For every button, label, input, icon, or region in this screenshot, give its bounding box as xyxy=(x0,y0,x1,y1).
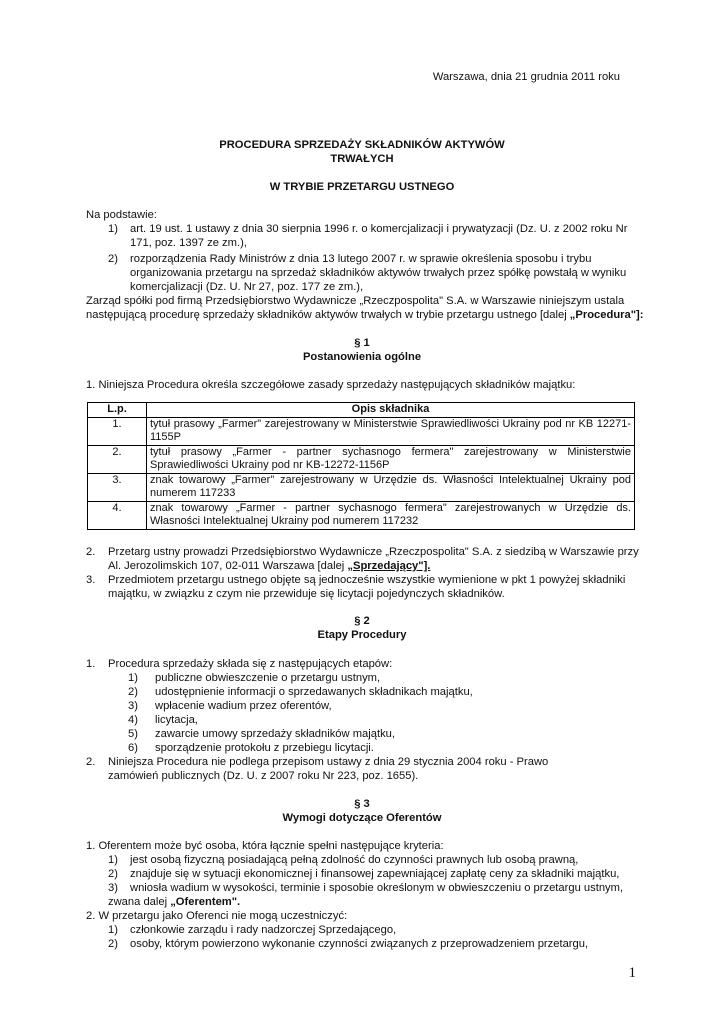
criterion-number: 1) xyxy=(108,854,118,866)
table-cell-opis: znak towarowy „Farmer" zarejestrowany w Urzędzie ds. Własności Intelektualnej Ukrainy pod numerem 117233 xyxy=(147,473,635,501)
section-1-heading: Postanowienia ogólne xyxy=(302,351,422,363)
basis-item-2-line-1: rozporządzenia Rady Ministrów z dnia 13 lutego 2007 r. w sprawie określenia sposobu i trybu xyxy=(130,253,592,265)
basis-item-2-line-3: komercjalizacji (Dz. U. Nr 27, poz. 177 ze zm.), xyxy=(130,281,364,293)
basis-item-1-line-1: art. 19 ust. 1 ustawy z dnia 30 sierpnia 1996 r. o komercjalizacji i prywatyzacji (Dz. U. z 2002 roku Nr xyxy=(130,223,628,235)
criterion-number: 2) xyxy=(108,868,118,880)
column-header-lp: L.p. xyxy=(88,403,147,418)
section-1-p2-number: 2. xyxy=(86,546,96,558)
section-1-p2-line-2 xyxy=(108,559,430,573)
stage-text: sporządzenie protokołu z przebiegu licytacji. xyxy=(155,742,374,754)
document-title-line2: TRWAŁYCH xyxy=(330,153,394,165)
table-cell-lp: 3. xyxy=(88,473,147,501)
section-1-sign: § 1 xyxy=(354,337,370,349)
table-cell-lp: 4. xyxy=(88,501,147,529)
table-cell-opis: tytuł prasowy „Farmer - partner sychasnogo fermera" zarejestrowany w Ministerstwie Sprawiedliwości Ukrainy pod nr KB-12272-1156P xyxy=(147,445,635,473)
sprzedajacy-definition: „Sprzedający"]. xyxy=(347,560,431,572)
criterion-text: wniosła wadium w wysokości, terminie i sposobie określonym w obwieszczeniu o przetargu ustnym, xyxy=(130,882,624,894)
basis-item-1-line-2: 171, poz. 1397 ze zm.), xyxy=(130,237,247,249)
section-1-paragraph-1: 1. Niniejsza Procedura określa szczegółowe zasady sprzedaży następujących składników majątku: xyxy=(86,379,576,391)
excluded-number: 2) xyxy=(108,938,118,950)
section-1-p3-line-1: Przedmiotem przetargu ustnego objęte są jednocześnie wszystkie wymienione w pkt 1 powyżej składniki xyxy=(108,574,626,586)
excluded-text: osoby, którym powierzono wykonanie czynności związanych z przeprowadzeniem przetargu, xyxy=(130,938,589,950)
section-2-p2-line-1: Niniejsza Procedura nie podlega przepisom ustawy z dnia 29 stycznia 2004 roku - Prawo xyxy=(108,756,549,768)
stage-text: udostępnienie informacji o sprzedawanych składnikach majątku, xyxy=(155,686,473,698)
section-1-p2-line-1: Przetarg ustny prowadzi Przedsiębiorstwo Wydawnicze „Rzeczpospolita" S.A. z siedzibą w Warszawie przy xyxy=(108,546,639,558)
basis-intro: Na podstawie: xyxy=(86,209,157,221)
section-1-p3-number: 3. xyxy=(86,574,96,586)
criterion-text: jest osobą fizyczną posiadającą pełną zdolność do czynności prawnych lub osobą prawną, xyxy=(130,854,579,866)
criterion-number: 3) xyxy=(108,882,118,894)
oferent-definition-text: zwana dalej xyxy=(108,896,171,908)
section-3-paragraph-2: 2. W przetargu jako Oferenci nie mogą uczestniczyć: xyxy=(86,910,348,922)
section-2-p2-number: 2. xyxy=(86,756,96,768)
section-2-heading: Etapy Procedury xyxy=(317,629,407,641)
oferent-definition-line xyxy=(108,895,240,909)
stage-number: 2) xyxy=(128,686,138,698)
stage-text: zawarcie umowy sprzedaży składników majątku, xyxy=(155,728,396,740)
board-resolution-text: następującą procedurę sprzedaży składników aktywów trwałych w trybie przetargu ustnego [dalej xyxy=(86,309,570,321)
section-3-heading: Wymogi dotyczące Oferentów xyxy=(282,812,442,824)
section-2-sign: § 2 xyxy=(354,615,370,627)
table-row xyxy=(88,473,635,501)
basis-item-number: 2) xyxy=(108,253,118,265)
excluded-number: 1) xyxy=(108,924,118,936)
section-3-paragraph-1: 1. Oferentem może być osoba, która łącznie spełni następujące kryteria: xyxy=(86,840,444,852)
page-number: 1 xyxy=(628,965,636,981)
stage-text: wpłacenie wadium przez oferentów, xyxy=(155,700,332,712)
document-title-line1: PROCEDURA SPRZEDAŻY SKŁADNIKÓW AKTYWÓW xyxy=(219,139,505,151)
basis-item-number: 1) xyxy=(108,223,118,235)
stage-number: 5) xyxy=(128,728,138,740)
seller-address: Al. Jerozolimskich 107, 02-011 Warszawa [dalej xyxy=(108,560,348,572)
board-resolution-line-2 xyxy=(86,308,643,322)
table-row xyxy=(88,445,635,473)
table-header-row xyxy=(88,403,635,418)
criterion-text: znajduje się w sytuacji ekonomicznej i finansowej zapewniającej zapłatę ceny za składniki majątku, xyxy=(130,868,620,880)
table-cell-opis: znak towarowy „Farmer - partner sychasnogo fermera" zarejestrowanych w Urzędzie ds. Własności Intelektualnej Ukrainy pod numerem 117232 xyxy=(147,501,635,529)
stage-text: licytacja, xyxy=(155,714,198,726)
table-row xyxy=(88,501,635,529)
section-3-sign: § 3 xyxy=(354,798,370,810)
table-row xyxy=(88,417,635,445)
stage-number: 1) xyxy=(128,672,138,684)
excluded-text: członkowie zarządu i rady nadzorczej Sprzedającego, xyxy=(130,924,397,936)
table-cell-opis: tytuł prasowy „Farmer" zarejestrowany w Ministerstwie Sprawiedliwości Ukrainy pod nr KB 12271-1155P xyxy=(147,417,635,445)
stage-number: 6) xyxy=(128,742,138,754)
document-date: Warszawa, dnia 21 grudnia 2011 roku xyxy=(432,71,620,83)
stage-number: 3) xyxy=(128,700,138,712)
stage-text: publiczne obwieszczenie o przetargu ustnym, xyxy=(155,672,381,684)
section-2-paragraph-1: Procedura sprzedaży składa się z następujących etapów: xyxy=(108,658,393,670)
procedura-definition: „Procedura"]: xyxy=(569,309,644,321)
basis-item-2-line-2: organizowania przetargu na sprzedaż składników aktywów trwałych przez spółkę powstałą w wyniku xyxy=(130,267,627,279)
board-resolution-line-1: Zarząd spółki pod firmą Przedsiębiorstwo Wydawnicze „Rzeczpospolita" S.A. w Warszawie niniejszym ustala xyxy=(86,295,625,307)
section-1-p3-line-2: majątku, w związku z czym nie przewiduje się licytacji pojedynczych składników. xyxy=(108,588,505,600)
section-2-p2-line-2: zamówień publicznych (Dz. U. z 2007 roku Nr 223, poz. 1655). xyxy=(108,770,419,782)
document-subtitle: W TRYBIE PRZETARGU USTNEGO xyxy=(269,181,455,193)
section-2-p1-number: 1. xyxy=(86,658,96,670)
assets-table xyxy=(87,402,635,530)
oferent-definition: „Oferentem". xyxy=(170,896,241,908)
table-cell-lp: 2. xyxy=(88,445,147,473)
column-header-opis: Opis składnika xyxy=(147,403,635,418)
table-cell-lp: 1. xyxy=(88,417,147,445)
stage-number: 4) xyxy=(128,714,138,726)
